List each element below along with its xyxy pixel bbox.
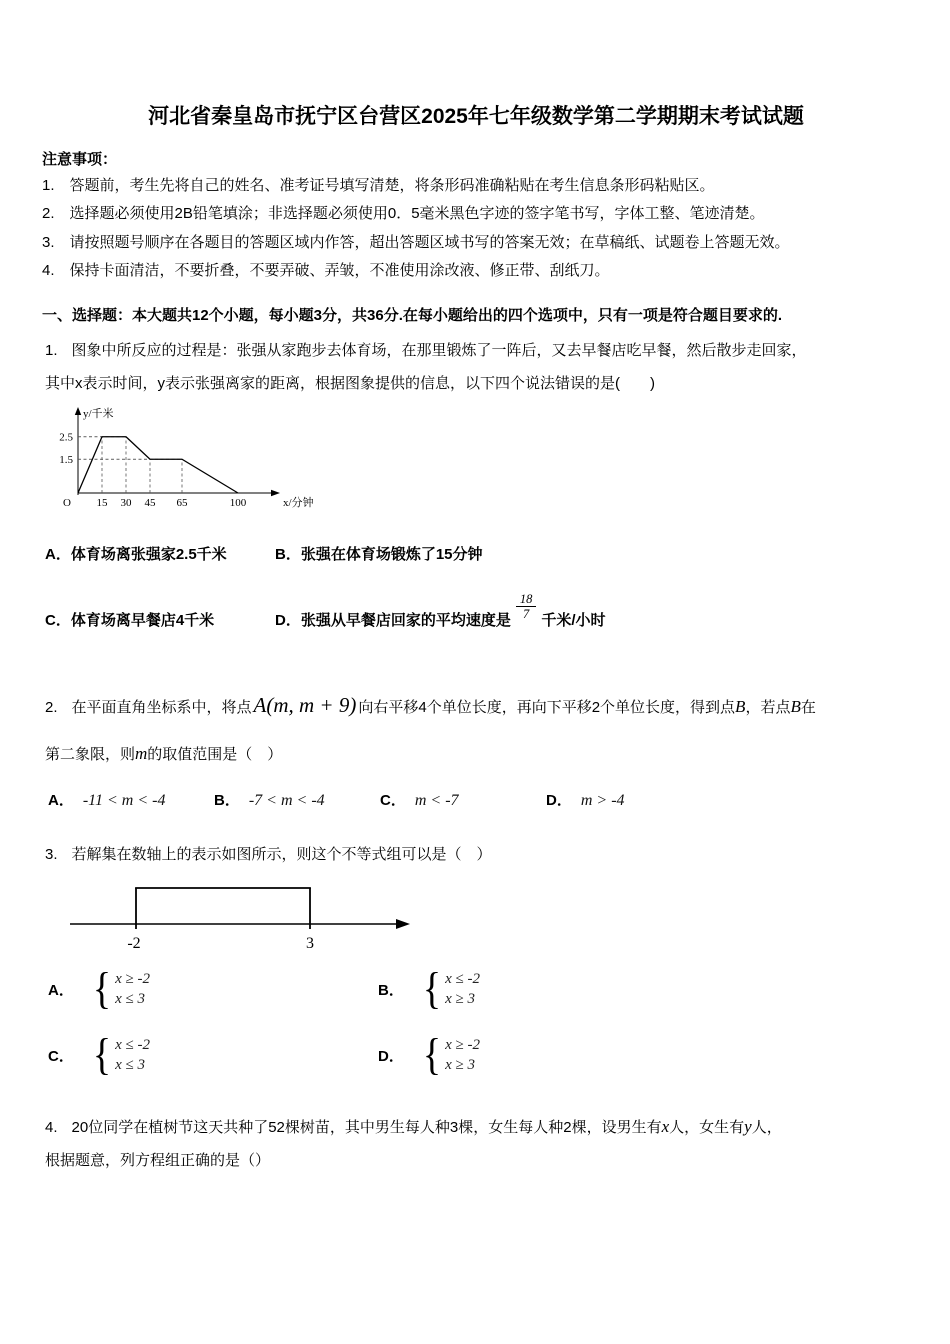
q4-text-3: 人， bbox=[751, 1119, 782, 1137]
q2-text-line1 bbox=[42, 688, 910, 724]
q4-math-x: x bbox=[661, 1117, 670, 1137]
q1-text-line1-row bbox=[42, 340, 910, 363]
q1-options-cd bbox=[42, 592, 910, 630]
q2-point-formula: A(m, m + 9) bbox=[253, 693, 357, 718]
q4-text-line1 bbox=[42, 1114, 910, 1140]
q2-number: 2. bbox=[45, 699, 58, 717]
q3-options-ab bbox=[48, 964, 910, 1015]
q1-options-ab bbox=[42, 543, 910, 564]
q3-option-c-ineq-1: x ≤ -2 bbox=[115, 1036, 150, 1053]
q1-option-d bbox=[275, 592, 606, 630]
svg-text:y/千米: y/千米 bbox=[83, 408, 114, 420]
notice-item-2: 2. 选择题必须使用2B铅笔填涂；非选择题必须使用0．5毫米黑色字迹的签字笔书写，字体工整、笔迹清楚。 bbox=[42, 205, 765, 223]
q3-option-b bbox=[378, 964, 708, 1015]
q3-option-b-ineq-2: x ≥ 3 bbox=[445, 990, 475, 1007]
q4-math-y: y bbox=[744, 1117, 752, 1137]
q1-number: 1. bbox=[45, 342, 58, 359]
svg-text:3: 3 bbox=[306, 935, 314, 953]
notice-section bbox=[42, 148, 910, 281]
question-3 bbox=[42, 844, 910, 1081]
q2-option-b-label: B． bbox=[214, 791, 240, 809]
q2-option-b-value: -7 < m < -4 bbox=[248, 791, 325, 809]
q3-option-b-system bbox=[445, 971, 480, 1008]
q3-text: 若解集在数轴上的表示如图所示，则这个不等式组可以是（ ） bbox=[71, 845, 492, 863]
fraction-18-7 bbox=[516, 592, 537, 622]
q3-options-cd bbox=[48, 1030, 910, 1081]
q1-option-c: C．体育场离早餐店4千米 bbox=[45, 612, 215, 630]
svg-text:65: 65 bbox=[176, 497, 188, 509]
q2-option-b bbox=[214, 789, 380, 810]
svg-text:45: 45 bbox=[144, 497, 156, 509]
q2-math-B2: B bbox=[790, 697, 801, 717]
q3-number: 3. bbox=[45, 845, 58, 863]
svg-text:2.5: 2.5 bbox=[59, 431, 73, 444]
q3-option-b-ineq-1: x ≤ -2 bbox=[445, 970, 480, 987]
q1-text-line2: 其中x表示时间，y表示张强离家的距离，根据图象提供的信息，以下四个说法错误的是( ) bbox=[45, 374, 655, 392]
svg-text:1.5: 1.5 bbox=[59, 453, 73, 466]
q3-number-line-figure bbox=[64, 876, 424, 956]
q1-option-a: A．体育场离张强家2.5千米 bbox=[45, 546, 227, 563]
q3-option-d-ineq-1: x ≥ -2 bbox=[445, 1036, 480, 1053]
q3-option-c-label: C． bbox=[48, 1047, 74, 1065]
q2-option-c-value: m < -7 bbox=[414, 791, 459, 809]
question-1 bbox=[42, 340, 910, 630]
notice-item-4: 4. 保持卡面清洁，不要折叠，不要弄破、弄皱，不准使用涂改液、修正带、刮纸刀。 bbox=[42, 261, 610, 279]
q3-option-a bbox=[48, 964, 378, 1015]
q3-option-d-system bbox=[445, 1037, 480, 1074]
left-brace-icon: { bbox=[422, 1030, 442, 1081]
question-2 bbox=[42, 688, 910, 810]
notice-item-3: 3. 请按照题号顺序在各题目的答题区域内作答，超出答题区域书写的答案无效；在草稿纸、试题卷上答题无效。 bbox=[42, 233, 790, 251]
q2-option-d-value: m > -4 bbox=[580, 791, 625, 809]
q2-option-c-label: C． bbox=[380, 791, 406, 809]
q3-option-c-ineq-2: x ≤ 3 bbox=[115, 1056, 145, 1073]
q4-number: 4. bbox=[45, 1119, 58, 1137]
q2-text-2: 向右平移4个单位长度，再向下平移2个单位长度，得到点 bbox=[358, 699, 736, 717]
left-brace-icon: { bbox=[422, 964, 442, 1015]
q3-option-a-label: A． bbox=[48, 981, 74, 999]
q2-option-a-label: A． bbox=[48, 791, 74, 809]
q2-text-1: 在平面直角坐标系中，将点 bbox=[71, 699, 252, 717]
q2-option-a bbox=[48, 789, 214, 810]
q2-text-4: 在 bbox=[800, 699, 816, 717]
q2-option-d bbox=[546, 789, 712, 810]
notice-heading: 注意事项： bbox=[42, 151, 118, 168]
q2-option-d-label: D． bbox=[546, 791, 572, 809]
q2-line2-text-2: 的取值范围是（ ） bbox=[147, 746, 283, 764]
q2-option-c bbox=[380, 789, 546, 810]
left-brace-icon: { bbox=[92, 964, 112, 1015]
q3-option-d-ineq-2: x ≥ 3 bbox=[445, 1056, 475, 1073]
svg-text:O: O bbox=[63, 497, 71, 509]
q3-option-d-label: D． bbox=[378, 1047, 404, 1065]
fraction-denominator: 7 bbox=[522, 607, 530, 622]
svg-text:15: 15 bbox=[96, 497, 108, 509]
q2-options-row bbox=[48, 789, 910, 810]
q2-option-a-value: -11 < m < -4 bbox=[82, 791, 166, 809]
svg-text:x/分钟: x/分钟 bbox=[283, 497, 314, 509]
q3-option-a-ineq-2: x ≤ 3 bbox=[115, 990, 145, 1007]
q1-option-b: B．张强在体育场锻炼了15分钟 bbox=[275, 546, 483, 563]
q1-distance-time-graph bbox=[46, 405, 326, 511]
q1-option-d-text: D．张强从早餐店回家的平均速度是 bbox=[275, 612, 511, 630]
q2-text-3: ，若点 bbox=[745, 699, 791, 717]
q3-option-a-ineq-1: x ≥ -2 bbox=[115, 970, 150, 987]
q3-option-d bbox=[378, 1030, 708, 1081]
q4-text-2: 人，女生有 bbox=[669, 1119, 745, 1137]
q3-option-c bbox=[48, 1030, 378, 1081]
q2-math-m: m bbox=[135, 744, 148, 764]
question-4 bbox=[42, 1114, 910, 1172]
q3-option-a-system bbox=[115, 971, 150, 1008]
q1-option-d-suffix: 千米/小时 bbox=[541, 612, 606, 630]
q4-text-1: 20位同学在植树节这天共种了52棵树苗，其中男生每人种3棵，女生每人种2棵，设男生有 bbox=[71, 1119, 662, 1137]
q3-option-c-system bbox=[115, 1037, 150, 1074]
section1-heading: 一、选择题：本大题共12个小题，每小题3分，共36分.在每小题给出的四个选项中，只有一项是符合题目要求的. bbox=[42, 307, 783, 324]
svg-text:-2: -2 bbox=[127, 935, 141, 953]
q2-text-line2 bbox=[42, 740, 910, 769]
svg-text:30: 30 bbox=[120, 497, 132, 509]
q2-line2-text-1: 第二象限，则 bbox=[45, 746, 136, 764]
q3-text-row bbox=[42, 844, 910, 867]
fraction-numerator: 18 bbox=[516, 592, 537, 607]
q1-graph-wrap bbox=[46, 405, 910, 515]
q2-math-B1: B bbox=[735, 697, 746, 717]
q3-option-b-label: B． bbox=[378, 981, 404, 999]
page-title: 河北省秦皇岛市抚宁区台营区2025年七年级数学第二学期期末考试试题 bbox=[148, 105, 804, 128]
q1-text-line1: 图象中所反应的过程是：张强从家跑步去体育场，在那里锻炼了一阵后，又去早餐店吃早餐，然后散步走回家， bbox=[71, 342, 807, 359]
q4-text-line2: 根据题意，列方程组正确的是（） bbox=[45, 1151, 271, 1169]
notice-item-1: 1. 答题前，考生先将自己的姓名、准考证号填写清楚，将条形码准确粘贴在考生信息条形码粘贴区。 bbox=[42, 177, 715, 194]
left-brace-icon: { bbox=[92, 1030, 112, 1081]
svg-text:100: 100 bbox=[229, 497, 247, 509]
